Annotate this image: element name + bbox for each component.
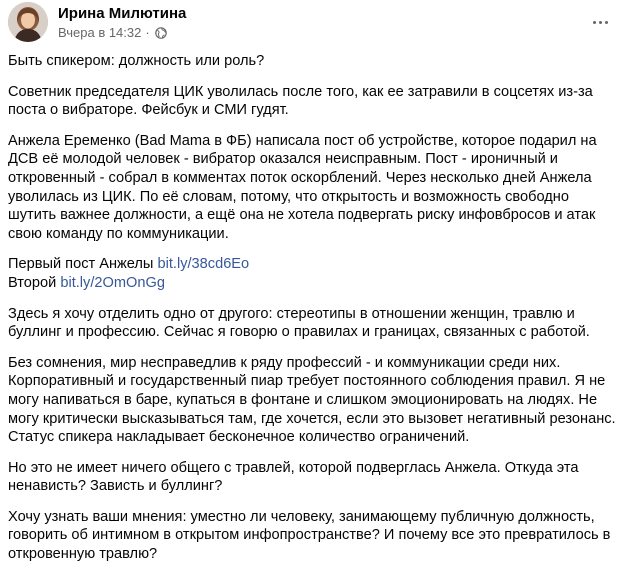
meta-separator: ·: [145, 25, 150, 40]
post-paragraph-2: Советник председателя ЦИК уволилась после того, как ее затравили в соцсетях из-за поста о вибраторе. Фейсбук и СМИ гудят.: [8, 83, 593, 119]
first-post-label: Первый пост Анжелы: [8, 256, 154, 273]
post-paragraph-7: Хочу узнать ваши мнения: уместно ли человеку, занимающему публичную должность, говорить об интимном в открытом инфопространстве? И почему все это превратилось в откровенную травлю?: [8, 508, 611, 563]
post-paragraph-5: Без сомнения, мир несправедлив к ряду профессий - и коммуникации среди них. Корпоративный и государственный пиар требует постоянного соблюдения правил. Я не могу напиваться в баре, купаться в фонтане и слишком эмоционировать на людях. Не могу критически высказываться там, где хочется, если это вызовет негативный резонанс. Статус спикера накладывает бесконечное количество ограничений.: [8, 354, 616, 446]
post-header: [8, 2, 616, 42]
second-post-label: Второй: [8, 274, 57, 291]
globe-icon[interactable]: [155, 27, 167, 39]
more-options-icon[interactable]: [584, 6, 616, 38]
author-avatar[interactable]: [8, 2, 48, 42]
post-paragraph-3: Анжела Еременко (Bad Mama в ФБ) написала пост об устройстве, которое подарил на ДСВ её молодой человек - вибратор оказался неисправным. Пост - ироничный и откровенный - собрал в комментах поток оскорблений. Через несколько дней Анжела уволилась из ЦИК. По её словам, потому, что открытость и возможность свободно шутить важнее должности, а ещё она не хотела подвергать риску инфовбросов и атак свою команду по коммуникации.: [8, 132, 597, 242]
post-paragraph-6: Но это не имеет ничего общего с травлей, которой подверглась Анжела. Откуда эта ненависть? Зависть и буллинг?: [8, 459, 579, 495]
post-meta: [58, 25, 167, 40]
post-timestamp[interactable]: Вчера в 14:32: [58, 25, 142, 40]
second-post-link[interactable]: bit.ly/2OmOnGg: [60, 274, 165, 291]
post-content: [8, 52, 616, 576]
post-paragraph-4: Здесь я хочу отделить одно от другого: стереотипы в отношении женщин, травлю и буллинг и профессию. Сейчас я говорю о правилах и границах, связанных с работой.: [8, 305, 590, 341]
links-paragraph: [8, 255, 616, 292]
author-name[interactable]: Ирина Милютина: [58, 5, 187, 22]
post-paragraph-1: Быть спикером: должность или роль?: [8, 53, 265, 69]
first-post-link[interactable]: bit.ly/38cd6Eo: [157, 256, 250, 273]
